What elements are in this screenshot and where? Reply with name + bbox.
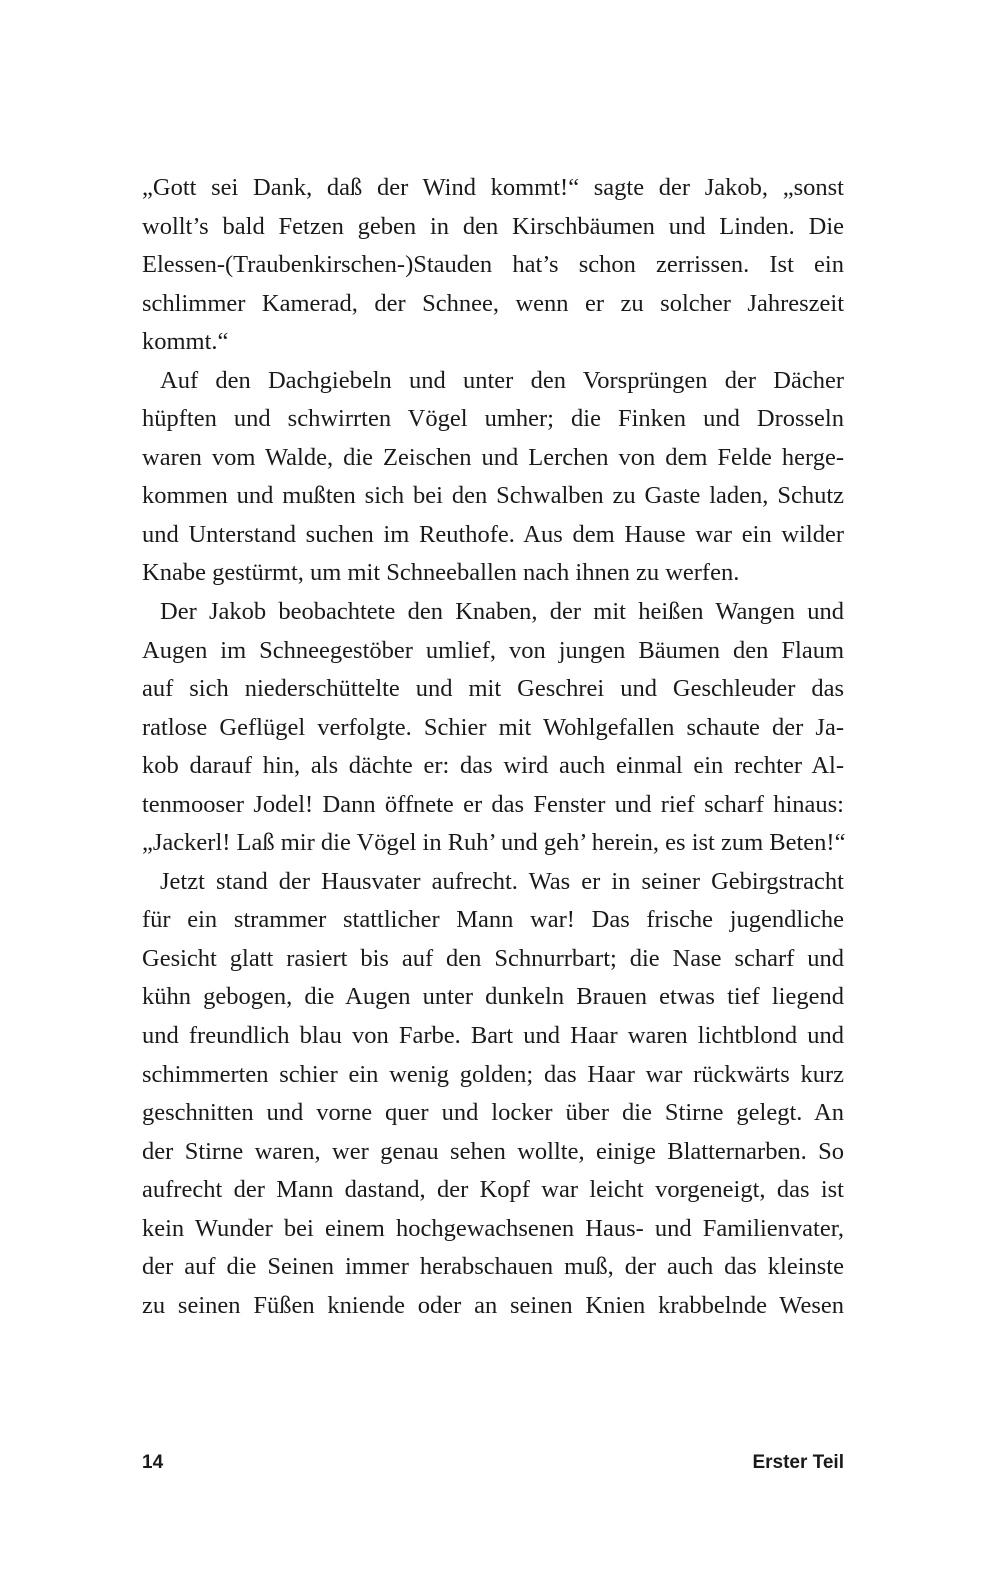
text-line: ratlose Geflügel verfolgte. Schier mit Wohlgefallen schaute der Ja- [142,713,844,741]
text-line: und Unterstand suchen im Reuthofe. Aus dem Hause war ein wilder [142,520,844,548]
text-line: geschnitten und vorne quer und locker über die Stirne gelegt. An [142,1099,844,1127]
text-line: schlimmer Kamerad, der Schnee, wenn er zu solcher Jahreszeit [142,289,844,317]
text-line: und freundlich blau von Farbe. Bart und Haar waren lichtblond und [142,1022,844,1050]
body-text [142,169,844,1325]
text-line: zu seinen Füßen kniende oder an seinen Knien krabbelnde Wesen [142,1291,844,1319]
page-number: 14 [142,1452,164,1473]
running-head: Erster Teil [752,1452,844,1473]
text-line: kob darauf hin, als dächte er: das wird auch einmal ein rechter Al- [142,752,844,780]
text-line: aufrecht der Mann dastand, der Kopf war leicht vorgeneigt, das ist [142,1176,844,1204]
text-line: kommen und mußten sich bei den Schwalben zu Gaste laden, Schutz [142,482,844,510]
page-footer [142,1448,844,1478]
text-line: waren vom Walde, die Zeischen und Lerchen von dem Felde herge- [142,443,844,471]
text-line: tenmooser Jodel! Dann öffnete er das Fenster und rief scharf hinaus: [142,790,844,818]
text-line: für ein strammer stattlicher Mann war! Das frische jugendliche [142,906,844,934]
text-line: Jetzt stand der Hausvater aufrecht. Was er in seiner Gebirgstracht [160,867,844,895]
text-line: Augen im Schneegestöber umlief, von jungen Bäumen den Flaum [142,636,844,664]
text-line: kommt.“ [142,328,229,356]
text-line: Gesicht glatt rasiert bis auf den Schnurrbart; die Nase scharf und [142,944,844,972]
text-line: Der Jakob beobachtete den Knaben, der mit heißen Wangen und [160,598,844,626]
text-line: hüpften und schwirrten Vögel umher; die Finken und Drosseln [142,405,844,433]
text-line: Auf den Dachgiebeln und unter den Vorsprüngen der Dächer [160,366,844,394]
text-line: Knabe gestürmt, um mit Schneeballen nach ihnen zu werfen. [142,559,740,587]
text-line: kein Wunder bei einem hochgewachsenen Haus- und Familienvater, [142,1214,844,1242]
text-line: kühn gebogen, die Augen unter dunkeln Brauen etwas tief liegend [142,983,844,1011]
text-line: Elessen-(Traubenkirschen-)Stauden hat’s schon zerrissen. Ist ein [142,251,844,279]
text-line: der Stirne waren, wer genau sehen wollte, einige Blatternarben. So [142,1137,844,1165]
text-line: auf sich niederschüttelte und mit Geschrei und Geschleuder das [142,675,844,703]
text-line: „Gott sei Dank, daß der Wind kommt!“ sagte der Jakob, „sonst [142,174,844,201]
text-line: der auf die Seinen immer herabschauen muß, der auch das kleinste [142,1253,844,1281]
text-line: „Jackerl! Laß mir die Vögel in Ruh’ und geh’ herein, es ist zum Beten!“ [142,829,846,857]
text-line: wollt’s bald Fetzen geben in den Kirschbäumen und Linden. Die [142,212,844,240]
text-line: schimmerten schier ein wenig golden; das Haar war rückwärts kurz [142,1060,844,1088]
